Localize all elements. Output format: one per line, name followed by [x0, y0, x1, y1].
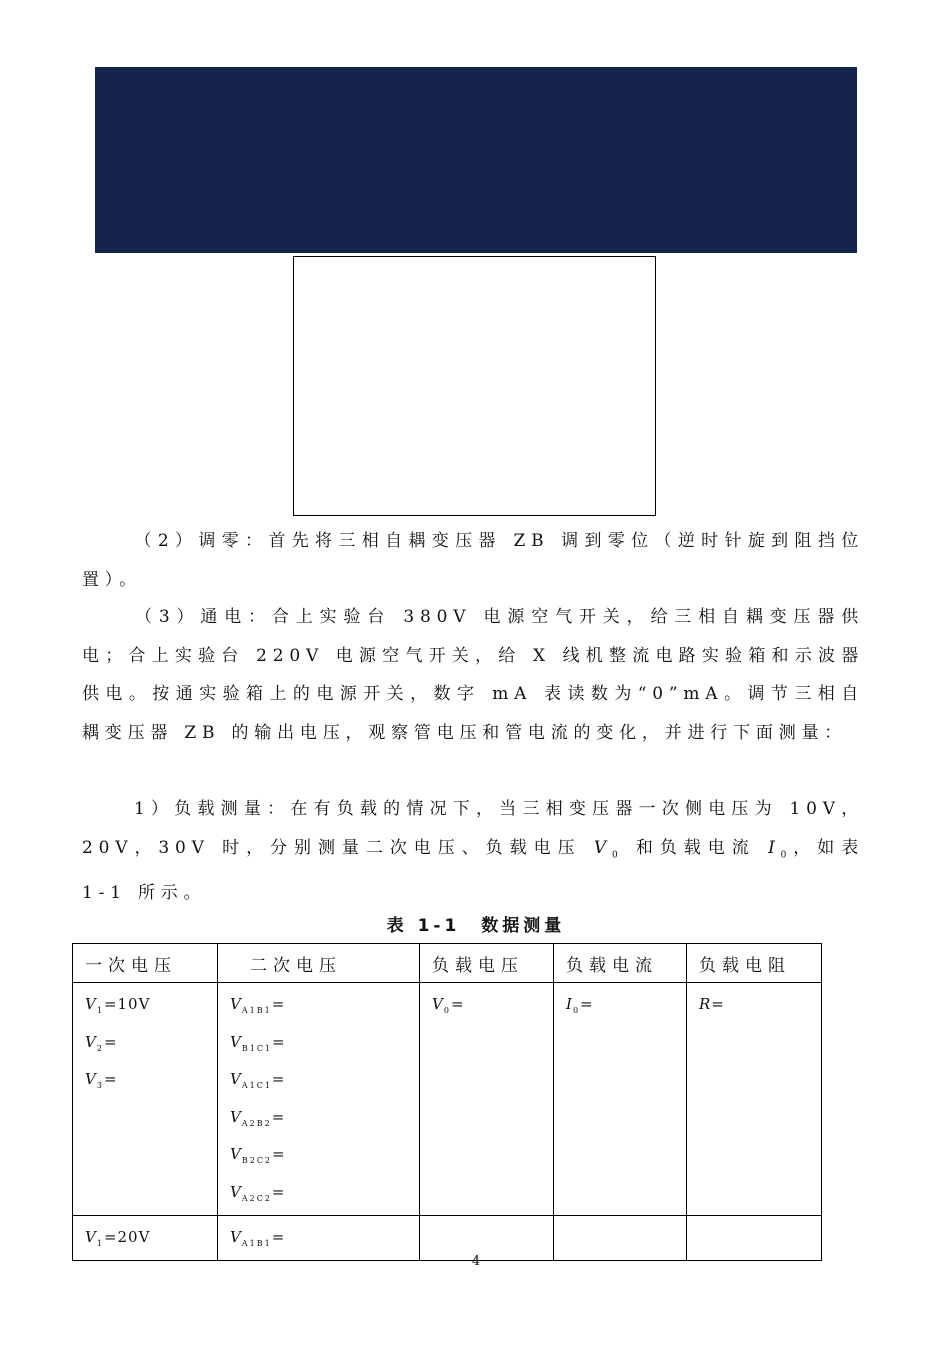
load-current-symbol: I [768, 837, 781, 858]
load-voltage-subscript: 0 [611, 849, 624, 860]
primary-v1-entry: $V_1=10V$ [85, 995, 151, 1015]
table-row [73, 983, 822, 1216]
table-header-row [73, 944, 822, 983]
primary-v2-entry: $V_2=$ [85, 1032, 118, 1053]
load-voltage-symbol: V [593, 837, 612, 858]
load-measurement-text-c: ，如表 1-1 所示。 [82, 837, 864, 904]
table-caption: 表 1-1 数据测量 [386, 916, 566, 936]
paragraph-power-on [82, 598, 864, 752]
load-current-subscript: 0 [780, 849, 793, 860]
paragraph-zeroing [82, 522, 864, 599]
secondary-vb2c2-entry: $V_{B2C2}=$ [230, 1145, 286, 1166]
header-load-current: 负载电流 [554, 944, 687, 983]
secondary-va1b1-entry: $V_{A1B1}=$ [230, 995, 286, 1015]
header-primary-voltage: 一次电压 [73, 944, 218, 983]
header-banner [95, 67, 857, 253]
secondary-va2b2-entry: $V_{A2B2}=$ [230, 1107, 286, 1128]
page-number: 4 [471, 1254, 481, 1269]
figure-placeholder [293, 256, 656, 516]
load-current-cell [554, 983, 687, 1216]
secondary-va1b1-entry: $V_{A1B1}=$ [230, 1227, 286, 1248]
paragraph-zeroing-text: （2）调零：首先将三相自耦变压器 ZB 调到零位（逆时针旋到阻挡位置）。 [82, 531, 864, 590]
header-load-voltage: 负载电压 [420, 944, 554, 983]
secondary-vb1c1-entry: $V_{B1C1}=$ [230, 1032, 286, 1053]
paragraph-power-on-text: （3）通电：合上实验台 380V 电源空气开关，给三相自耦变压器供电；合上实验台 220V 电源空气开关，给 X 线机整流电路实验箱和示波器供电。按通实验箱上的电源开关，数字 mA 表读数为“0”mA。调节三相自耦变压器 ZB 的输出电压，观察管电压和管电流的变化，并进行下面测量： [82, 607, 864, 743]
secondary-va1c1-entry: $V_{A1C1}=$ [230, 1070, 286, 1091]
primary-voltage-cell [73, 983, 218, 1216]
load-measurement-text-b: 和负载电流 [623, 837, 769, 858]
secondary-voltage-cell [218, 983, 420, 1216]
load-resistance-entry: R= [699, 995, 725, 1013]
header-secondary-voltage: 二次电压 [218, 944, 420, 983]
primary-v3-entry: $V_3=$ [85, 1070, 118, 1091]
header-load-resistance: 负载电阻 [687, 944, 822, 983]
primary-v1-entry: $V_1=20V$ [85, 1227, 151, 1248]
load-current-entry: $I_0=$ [566, 995, 594, 1015]
load-voltage-entry: $V_0=$ [432, 995, 465, 1015]
load-measurement-text-a: 1）负载测量：在有负载的情况下，当三相变压器一次侧电压为 10V，20V，30V 时，分别测量二次电压、负载电压 [82, 799, 864, 858]
load-resistance-cell [687, 983, 822, 1216]
load-voltage-cell [420, 983, 554, 1216]
paragraph-load-measurement [82, 790, 864, 913]
data-table [72, 943, 822, 1261]
secondary-va2c2-entry: $V_{A2C2}=$ [230, 1182, 286, 1203]
